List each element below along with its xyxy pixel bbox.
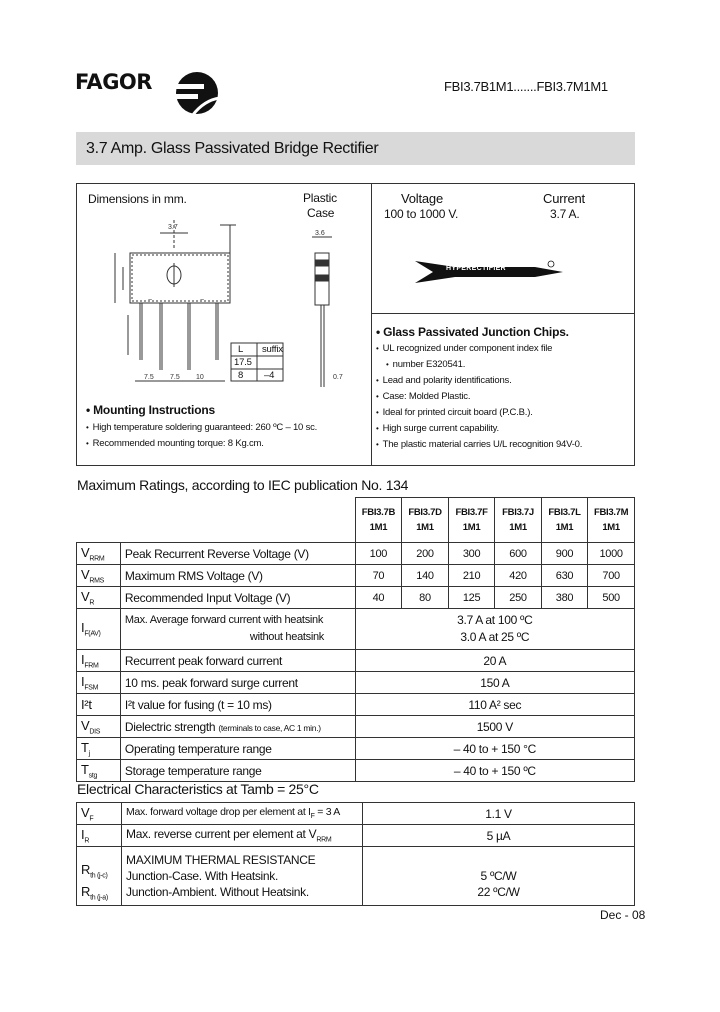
feature-item: • Case: Molded Plastic. [376, 389, 582, 405]
value-cell: 250 [495, 587, 541, 609]
suffix-row2-suffix: –4 [264, 370, 275, 381]
value-cell: 125 [448, 587, 495, 609]
parameter: Operating temperature range [120, 738, 355, 760]
package-drawing [90, 215, 360, 390]
column-header: FBI3.7M 1M1 [588, 498, 635, 543]
symbol: $I_{FRM}$ [77, 650, 121, 672]
value-cell: 600 [495, 543, 541, 565]
value-cell: 80 [402, 587, 449, 609]
parameter: Max. reverse current per element at $V_{RRM}$ [122, 825, 363, 847]
brand-text: HYPERECTIFIER [446, 265, 506, 272]
svg-text:3.6: 3.6 [315, 230, 325, 237]
value-cell: 300 [448, 543, 495, 565]
ratings-title: Maximum Ratings, according to IEC publication No. 134 [77, 477, 409, 493]
table-row [77, 738, 635, 760]
svg-text:10: 10 [196, 374, 204, 381]
page-title: 3.7 Amp. Glass Passivated Bridge Rectifier [86, 140, 379, 157]
fagor-logo-icon [174, 70, 220, 116]
current-label: Current [543, 191, 585, 206]
feature-item: • number E320541. [376, 357, 582, 373]
value-cell: 5 µA [363, 825, 635, 847]
value-cell: 5 ºC/W 22 ºC/W [363, 847, 635, 906]
value-cell: 630 [541, 565, 588, 587]
svg-text:7.5: 7.5 [144, 374, 154, 381]
value-cell: 210 [448, 565, 495, 587]
divider-vertical [371, 183, 372, 466]
ratings-header-row [77, 498, 635, 543]
voltage-label: Voltage [401, 191, 443, 206]
mounting-list [86, 420, 317, 452]
table-row [77, 847, 635, 906]
feature-item: • The plastic material carries U/L recognition 94V-0. [376, 437, 582, 453]
svg-text:0.7: 0.7 [333, 374, 343, 381]
parameter: Storage temperature range [120, 760, 355, 782]
symbol: $V_{RRM}$ [77, 543, 121, 565]
parameter: Max. Average forward current with heatsink without heatsink [120, 609, 355, 650]
feature-item: • Ideal for printed circuit board (P.C.B.). [376, 405, 582, 421]
symbol: $I_{F(AV)}$ [77, 609, 121, 650]
divider-horizontal [371, 313, 635, 314]
value-cell: 380 [541, 587, 588, 609]
ratings-table [76, 497, 635, 782]
symbol: I²t [77, 694, 121, 716]
mounting-title: • Mounting Instructions [86, 403, 215, 417]
value-cell: 140 [402, 565, 449, 587]
table-row [77, 694, 635, 716]
value-cell: 700 [588, 565, 635, 587]
case-label-1: Plastic [303, 191, 337, 205]
svg-text:~: ~ [148, 297, 153, 304]
feature-item: • UL recognized under component index file [376, 341, 582, 357]
value-cell: 500 [588, 587, 635, 609]
parameter: Maximum RMS Voltage (V) [120, 565, 355, 587]
parameter: Max. forward voltage drop per element at $I_F = 3$ A [122, 803, 363, 825]
suffix-row2-l: 8 [238, 370, 244, 381]
features-title: • Glass Passivated Junction Chips. [376, 325, 569, 339]
column-header: FBI3.7F 1M1 [448, 498, 495, 543]
svg-text:3.7: 3.7 [168, 224, 178, 231]
value-cell: 100 [355, 543, 402, 565]
value-cell: 200 [402, 543, 449, 565]
value-cell: 900 [541, 543, 588, 565]
value-cell: – 40 to + 150 ºC [355, 760, 634, 782]
column-header: FBI3.7J 1M1 [495, 498, 541, 543]
table-row [77, 825, 635, 847]
symbol: $V_F$ [77, 803, 122, 825]
symbol: $V_{DIS}$ [77, 716, 121, 738]
svg-text:7.5: 7.5 [170, 374, 180, 381]
column-header: FBI3.7B 1M1 [355, 498, 402, 543]
mounting-item: • Recommended mounting torque: 8 Kg.cm. [86, 436, 317, 452]
brand-logo-text: FAGOR [75, 70, 152, 94]
voltage-value: 100 to 1000 V. [384, 207, 459, 221]
value-cell: 1.1 V [363, 803, 635, 825]
suffix-header-l: L [238, 344, 244, 355]
value-cell: 150 A [355, 672, 634, 694]
table-row [77, 672, 635, 694]
parameter: Peak Recurrent Reverse Voltage (V) [120, 543, 355, 565]
value-cell: – 40 to + 150 °C [355, 738, 634, 760]
value-cell: 1500 V [355, 716, 634, 738]
symbol: $R_{th (j-c)}$ $R_{th (j-a)}$ [77, 847, 122, 906]
column-header: FBI3.7L 1M1 [541, 498, 588, 543]
table-row [77, 609, 635, 650]
table-row [77, 716, 635, 738]
table-row [77, 760, 635, 782]
parameter: I²t value for fusing (t = 10 ms) [120, 694, 355, 716]
mounting-item: • High temperature soldering guaranteed: 260 ºC – 10 sc. [86, 420, 317, 436]
parameter: 10 ms. peak forward surge current [120, 672, 355, 694]
dimensions-label: Dimensions in mm. [88, 192, 187, 206]
title-bar [76, 132, 635, 165]
table-row [77, 803, 635, 825]
symbol: $I_R$ [77, 825, 122, 847]
features-list [376, 341, 582, 453]
table-row [77, 587, 635, 609]
value-cell: 1000 [588, 543, 635, 565]
hyperectifier-logo-icon [415, 258, 565, 286]
case-label-2: Case [307, 206, 335, 220]
table-row [77, 565, 635, 587]
electrical-title: Electrical Characteristics at Tamb = 25°C [77, 781, 319, 797]
revision-date: Dec - 08 [600, 908, 646, 922]
parameter: Recommended Input Voltage (V) [120, 587, 355, 609]
value-cell: 20 A [355, 650, 634, 672]
feature-item: • Lead and polarity identifications. [376, 373, 582, 389]
symbol: $V_{RMS}$ [77, 565, 121, 587]
electrical-table [76, 802, 635, 906]
parameter: MAXIMUM THERMAL RESISTANCE Junction-Case. With Heatsink. Junction-Ambient. Without Heatsink. [122, 847, 363, 906]
part-number: FBI3.7B1M1.......FBI3.7M1M1 [444, 79, 608, 94]
value-cell: 3.7 A at 100 ºC 3.0 A at 25 ºC [355, 609, 634, 650]
suffix-row1-l: 17.5 [234, 357, 252, 368]
symbol: $T_{stg}$ [77, 760, 121, 782]
symbol: $V_R$ [77, 587, 121, 609]
table-row [77, 543, 635, 565]
parameter: Dielectric strength (terminals to case, AC 1 min.) [120, 716, 355, 738]
symbol: $I_{FSM}$ [77, 672, 121, 694]
table-row [77, 650, 635, 672]
suffix-header-suffix: suffix [262, 344, 283, 355]
symbol: $T_j$ [77, 738, 121, 760]
column-header: FBI3.7D 1M1 [402, 498, 449, 543]
svg-text:~: ~ [200, 297, 205, 304]
feature-item: • High surge current capability. [376, 421, 582, 437]
value-cell: 420 [495, 565, 541, 587]
current-value: 3.7 A. [550, 207, 580, 221]
value-cell: 40 [355, 587, 402, 609]
parameter: Recurrent peak forward current [120, 650, 355, 672]
value-cell: 70 [355, 565, 402, 587]
value-cell: 110 A² sec [355, 694, 634, 716]
